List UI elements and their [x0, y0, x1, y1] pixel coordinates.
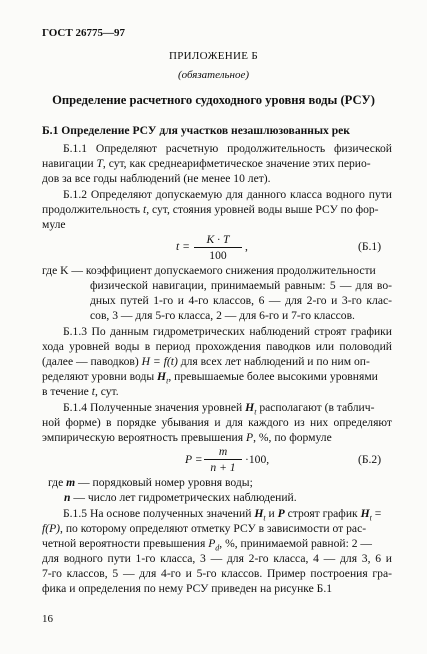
p5-line-6: фика и определения по нему РСУ приведен на рисунке Б.1 [42, 582, 333, 595]
p4-line-2: ной форме) в порядке убывания и для каждого из них определяют [42, 416, 392, 429]
formula-b2-denominator: n + 1 [210, 461, 236, 474]
formula-b1-numerator: K · T [194, 233, 242, 248]
p5-line-4: для водного пути 1-го класса, 3 — для 2-го класса, 4 — для 3, 6 и [42, 552, 392, 565]
appendix-status: (обязательное) [177, 69, 250, 81]
formula-b2-number: (Б.2) [358, 453, 382, 466]
p1-line-3: дов за все годы наблюдений (не менее 10 лет). [42, 172, 271, 185]
formula-b1-number: (Б.1) [358, 240, 382, 253]
p5-line-1: Б.1.5 На основе полученных значений $H_t$ и P строят график $H_t$ = [63, 507, 382, 523]
p2-line-3: муле [42, 218, 66, 231]
formula-b1-tail: , [245, 240, 248, 253]
appendix-title: ПРИЛОЖЕНИЕ Б [169, 50, 258, 62]
where-n-line: n — число лет гидрометрических наблюдений. [64, 491, 297, 504]
p3-line-5: в течение t, сут. [42, 385, 119, 398]
formula-b1-lhs: t = [176, 240, 190, 253]
p3-line-3: (далее — паводков) H = f(t) для всех лет наблюдений и по ним оп- [42, 355, 370, 368]
p3-line-1: Б.1.3 По данным гидрометрических наблюдений строят графики [63, 325, 392, 338]
p5-line-3: четной вероятности превышения $P_d$, %, принимаемой равной: 2 — [42, 537, 372, 553]
doc-code: ГОСТ 26775—97 [42, 27, 125, 39]
where-k-line-3: дных путей 1-го и 4-го классов, 6 — для 2-го и 3-го клас- [90, 294, 392, 307]
main-title: Определение расчетного судоходного уровня воды (РСУ) [52, 93, 375, 107]
p1-line-1: Б.1.1 Определяют расчетную продолжительность физической [63, 142, 392, 155]
page-number: 16 [42, 613, 53, 625]
formula-b2-fraction [204, 445, 242, 474]
p2-line-2: продолжительность t, сут, стояния уровней воды выше РСУ по фор- [42, 203, 379, 216]
p5-line-5: 7-го классов, 5 — для 4-го и 5-го классов. Пример построения гра- [42, 567, 392, 580]
p1-line-2: навигации T, сут, как среднеарифметическое значение этих перио- [42, 157, 371, 170]
p5-line-2: f(P), по которому определяют отметку РСУ в зависимости от рас- [42, 522, 367, 535]
p4-line-1: Б.1.4 Полученные значения уровней $H_t$ располагают (в таблич- [63, 401, 375, 417]
p3-line-4: ределяют уровни воды $H_t$, превышаемые более высокими уровнями [42, 370, 378, 386]
p4-line-3: эмпирическую вероятность превышения P, %, по формуле [42, 431, 332, 444]
formula-b2-numerator: m [204, 445, 242, 460]
p3-line-2: хода уровней воды в период прохождения паводков или половодий [42, 340, 392, 353]
where-k-line-2: физической навигации, принимаемый равным: 5 — для во- [90, 279, 392, 292]
where-k-line-1: где K — коэффициент допускаемого снижения продолжительности [42, 264, 376, 277]
where-k-line-4: сов, 3 — для 5-го класса, 2 — для 6-го и 7-го классов. [90, 309, 355, 322]
formula-b2-tail: ·100, [245, 453, 270, 466]
formula-b1-fraction [194, 233, 242, 262]
where-m-line: где m — порядковый номер уровня воды; [48, 476, 253, 489]
formula-b1-denominator: 100 [209, 249, 227, 262]
p2-line-1: Б.1.2 Определяют допускаемую для данного класса водного пути [63, 188, 392, 201]
section-b1-title: Б.1 Определение РСУ для участков незашлюзованных рек [42, 124, 350, 137]
formula-b2-lhs: P = [185, 453, 203, 466]
